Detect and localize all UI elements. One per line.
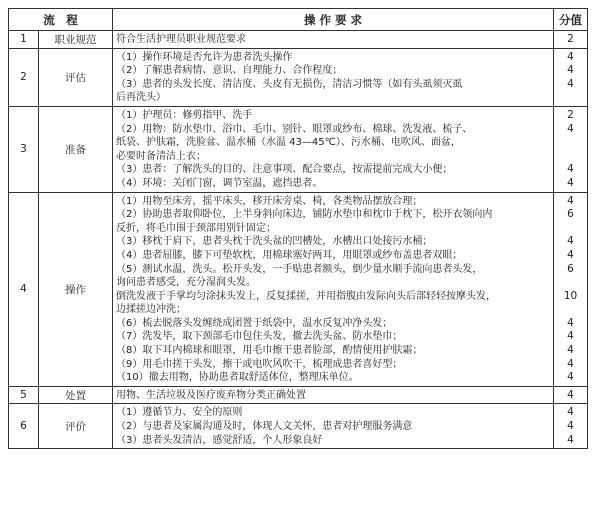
process-step: 职业规范: [39, 31, 113, 49]
score-value: 4: [567, 122, 574, 135]
score-value: 6: [567, 208, 574, 221]
score-value: [554, 136, 587, 150]
requirement-line: 后再洗头）: [116, 92, 166, 104]
requirement-line: （1）用物至床旁，摇平床头，移开床旁桌、椅，各类物品摆放合理；: [116, 195, 423, 207]
score-value: [554, 150, 587, 164]
requirement-cell: [113, 48, 554, 106]
score-value: 10: [563, 289, 578, 302]
score-value: 4: [567, 371, 574, 384]
requirement-line: （2）与患者及家属沟通及时，体现人文关怀，患者对护理服务满意: [116, 421, 413, 433]
row-number: 6: [9, 404, 39, 449]
row-number: 1: [9, 31, 39, 49]
row-number: 4: [9, 192, 39, 386]
score-value: 4: [567, 163, 574, 176]
requirement-cell: [113, 31, 554, 49]
scoring-table-wrapper: [8, 8, 588, 449]
score-value: 4: [567, 388, 574, 401]
score-value: 4: [567, 406, 574, 419]
requirement-line: 必要时备清洁上衣；: [116, 150, 206, 162]
score-value: 4: [567, 64, 574, 77]
requirement-cell: [113, 106, 554, 192]
requirement-line: 纸袋、护肤霜，洗脸盆、温水桶（水温 43—45℃）、污水桶、电吹风、面盆，: [116, 137, 461, 149]
procedure-scoring-table: [8, 8, 588, 449]
table-row: [9, 48, 588, 106]
score-value: 4: [567, 344, 574, 357]
score-value: 4: [567, 420, 574, 433]
process-step: 处置: [39, 386, 113, 404]
table-body: [9, 31, 588, 449]
requirement-line: （8）取下耳内棉球和眼罩，用毛巾擦干患者脸部，酌情使用护肤霜；: [116, 345, 423, 357]
requirement-line: 倒洗发液于手掌均匀涂抹头发上，反复揉搓，并用指腹由发际向头后部轻轻按摩头发，: [116, 290, 496, 302]
process-step: 操作: [39, 192, 113, 386]
row-number: 3: [9, 106, 39, 192]
score-value: 2: [567, 33, 574, 45]
requirement-line: （5）测试水温，洗头。松开头发，一手贴患者额头，倒少量水顺手流向患者头发，: [116, 263, 483, 275]
requirement-line: （3）移枕于肩下，患者头枕于洗头盆的凹槽处，水槽出口处接污水桶；: [116, 236, 433, 248]
requirement-line: （9）用毛巾搓干头发，擦干或电吹风吹干，梳理成患者喜好型；: [116, 358, 403, 370]
score-value: 4: [567, 316, 574, 329]
requirement-line: （10）撤去用物，协助患者取舒适体位，整理床单位。: [116, 372, 359, 384]
requirement-cell: [113, 386, 554, 404]
score-value: 4: [567, 330, 574, 343]
row-number: 5: [9, 386, 39, 404]
header-score: 分值: [554, 9, 588, 31]
table-row: [9, 404, 588, 449]
score-value: 6: [567, 262, 574, 275]
table-row: [9, 386, 588, 404]
requirement-cell: [113, 404, 554, 449]
score-cell: [554, 404, 588, 449]
score-value: 4: [567, 235, 574, 248]
score-cell: [554, 48, 588, 106]
requirement-line: （1）护理员：修剪指甲、洗手: [116, 109, 253, 121]
requirement-line: 符合生活护理员职业规范要求: [116, 34, 246, 45]
requirement-line: 反折，将毛巾围于颈部用别针固定；: [116, 222, 276, 234]
score-value: 4: [567, 433, 574, 446]
requirement-line: （1）遵循节力、安全的原则: [116, 407, 243, 419]
score-value: [554, 303, 587, 317]
score-value: 4: [567, 50, 574, 63]
score-value: [554, 222, 587, 236]
requirement-line: （1）操作环境是否允许为患者洗头操作: [116, 51, 293, 63]
table-row: [9, 192, 588, 386]
header-row: [9, 9, 588, 31]
score-cell: [554, 106, 588, 192]
requirement-line: 询问患者感受，充分湿润头发。: [116, 277, 256, 289]
requirement-line: （3）患者头发清洁，感觉舒适，个人形象良好: [116, 434, 323, 446]
requirement-line: （4）环境：关闭门窗，调节室温，遮挡患者。: [116, 177, 323, 189]
score-value: 4: [567, 176, 574, 189]
score-value: 4: [567, 357, 574, 370]
requirement-line: （7）洗发毕，取下颈部毛巾包住头发，撤去洗头盆、防水垫巾；: [116, 331, 403, 343]
process-step: 准备: [39, 106, 113, 192]
score-value: 4: [567, 77, 574, 90]
requirement-cell: [113, 192, 554, 386]
score-value: [554, 276, 587, 290]
score-value: [554, 91, 587, 105]
requirement-line: （6）梳去脱落头发缠绕成团置于纸袋中，温水反复冲净头发；: [116, 317, 393, 329]
score-value: 2: [567, 108, 574, 121]
process-step: 评价: [39, 404, 113, 449]
requirement-line: （2）用物：防水垫巾、浴巾、毛巾、别针、眼罩或纱布、棉球、洗发液、梳子、: [116, 123, 473, 135]
table-row: [9, 31, 588, 49]
score-value: 4: [567, 194, 574, 207]
score-cell: [554, 386, 588, 404]
header-process: 流 程: [9, 9, 113, 31]
header-requirements: 操 作 要 求: [113, 9, 554, 31]
requirement-line: （3）患者：了解洗头的目的、注意事项、配合要点，按需提前完成大小便；: [116, 164, 453, 176]
requirement-line: （4）患者屈膝，膝下可垫软枕，用棉球塞好两耳，用眼罩或纱布盖患者双眼；: [116, 249, 463, 261]
score-cell: [554, 31, 588, 49]
requirement-line: 边揉搓边冲洗；: [116, 304, 186, 316]
process-step: 评估: [39, 48, 113, 106]
requirement-line: （2）协助患者取仰卧位，上半身斜向床边，铺防水垫巾和枕巾于枕下，松开衣领向内: [116, 209, 493, 221]
score-cell: [554, 192, 588, 386]
score-value: 4: [567, 248, 574, 261]
requirement-line: 用物、生活垃圾及医疗废弃物分类正确处置: [116, 389, 306, 401]
row-number: 2: [9, 48, 39, 106]
table-row: [9, 106, 588, 192]
requirement-line: （2）了解患者病情、意识、自理能力、合作程度；: [116, 65, 343, 77]
requirement-line: （3）患者的头发长度、清洁度、头皮有无损伤，清洁习惯等（如有头虱须灭虱: [116, 78, 463, 90]
